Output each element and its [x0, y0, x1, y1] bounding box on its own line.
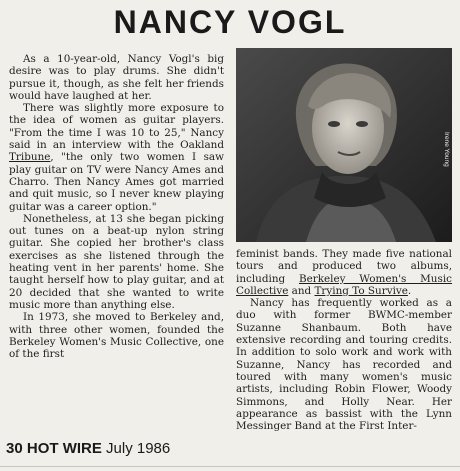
period-text: . [407, 284, 412, 297]
bottom-rule [0, 466, 460, 467]
quote-rest: , "the only two women I saw play guitar on TV were Nancy Ames and Charro. Then Nancy Ames got married and quit music, so I never knew playing guitar was a career option." [9, 151, 224, 213]
portrait-photo [236, 48, 452, 242]
and-text: and [288, 284, 315, 297]
right-column [236, 248, 452, 432]
left-column [9, 53, 224, 360]
paragraph-1: As a 10-year-old, Nancy Vogl's big desire was to play drums. She didn't pursue it, though, as she felt her friends would have laughed at her. [9, 53, 224, 102]
paragraph-3: Nonetheless, at 13 she began picking out tunes on a beat-up nylon string guitar. She copied her brother's class exercises as she listened through the heating vent in her parents' home. She taught herself how to play guitar, and at 20 decided that she wanted to write music more than anything else. [9, 212, 224, 311]
quote-start: There was slightly more exposure to the idea of women as guitar players. "From the time I was 10 to 25," Nancy said in an interview with the Oakland [9, 102, 224, 152]
page-footer [6, 440, 170, 457]
tribune-title: Tribune [9, 151, 51, 164]
issue-date: July 1986 [106, 440, 171, 457]
photo-credit: Irene Young [443, 132, 450, 167]
article-title: NANCY VOGL [113, 4, 347, 40]
portrait-image [236, 48, 452, 242]
paragraph-6: Nancy has frequently worked as a duo with former BWMC-member Suzanne Shanbaum. Both have extensive recording and touring credits. In addition to solo work and work with Suzanne, Nancy has recorded and toured with many women's music artists, including Robin Flower, Woody Simmons, and Holly Near. Her appearance as bassist with the Lynn Messinger Band at the First Inter- [236, 297, 452, 433]
paragraph-2 [9, 102, 224, 213]
paragraph-4: In 1973, she moved to Berkeley and, with three other women, founded the Berkeley Women's Music Collective, one of the first [9, 311, 224, 361]
paragraph-5 [236, 248, 452, 297]
bands-text: feminist bands. They made five national tours and produced two albums, including [236, 248, 452, 285]
album-title-2: Trying To Survive [314, 284, 408, 297]
magazine-name: HOT WIRE [26, 440, 102, 457]
album-title-1: Berkeley Women's Music Collective [236, 272, 452, 297]
page-number: 30 [6, 440, 23, 457]
